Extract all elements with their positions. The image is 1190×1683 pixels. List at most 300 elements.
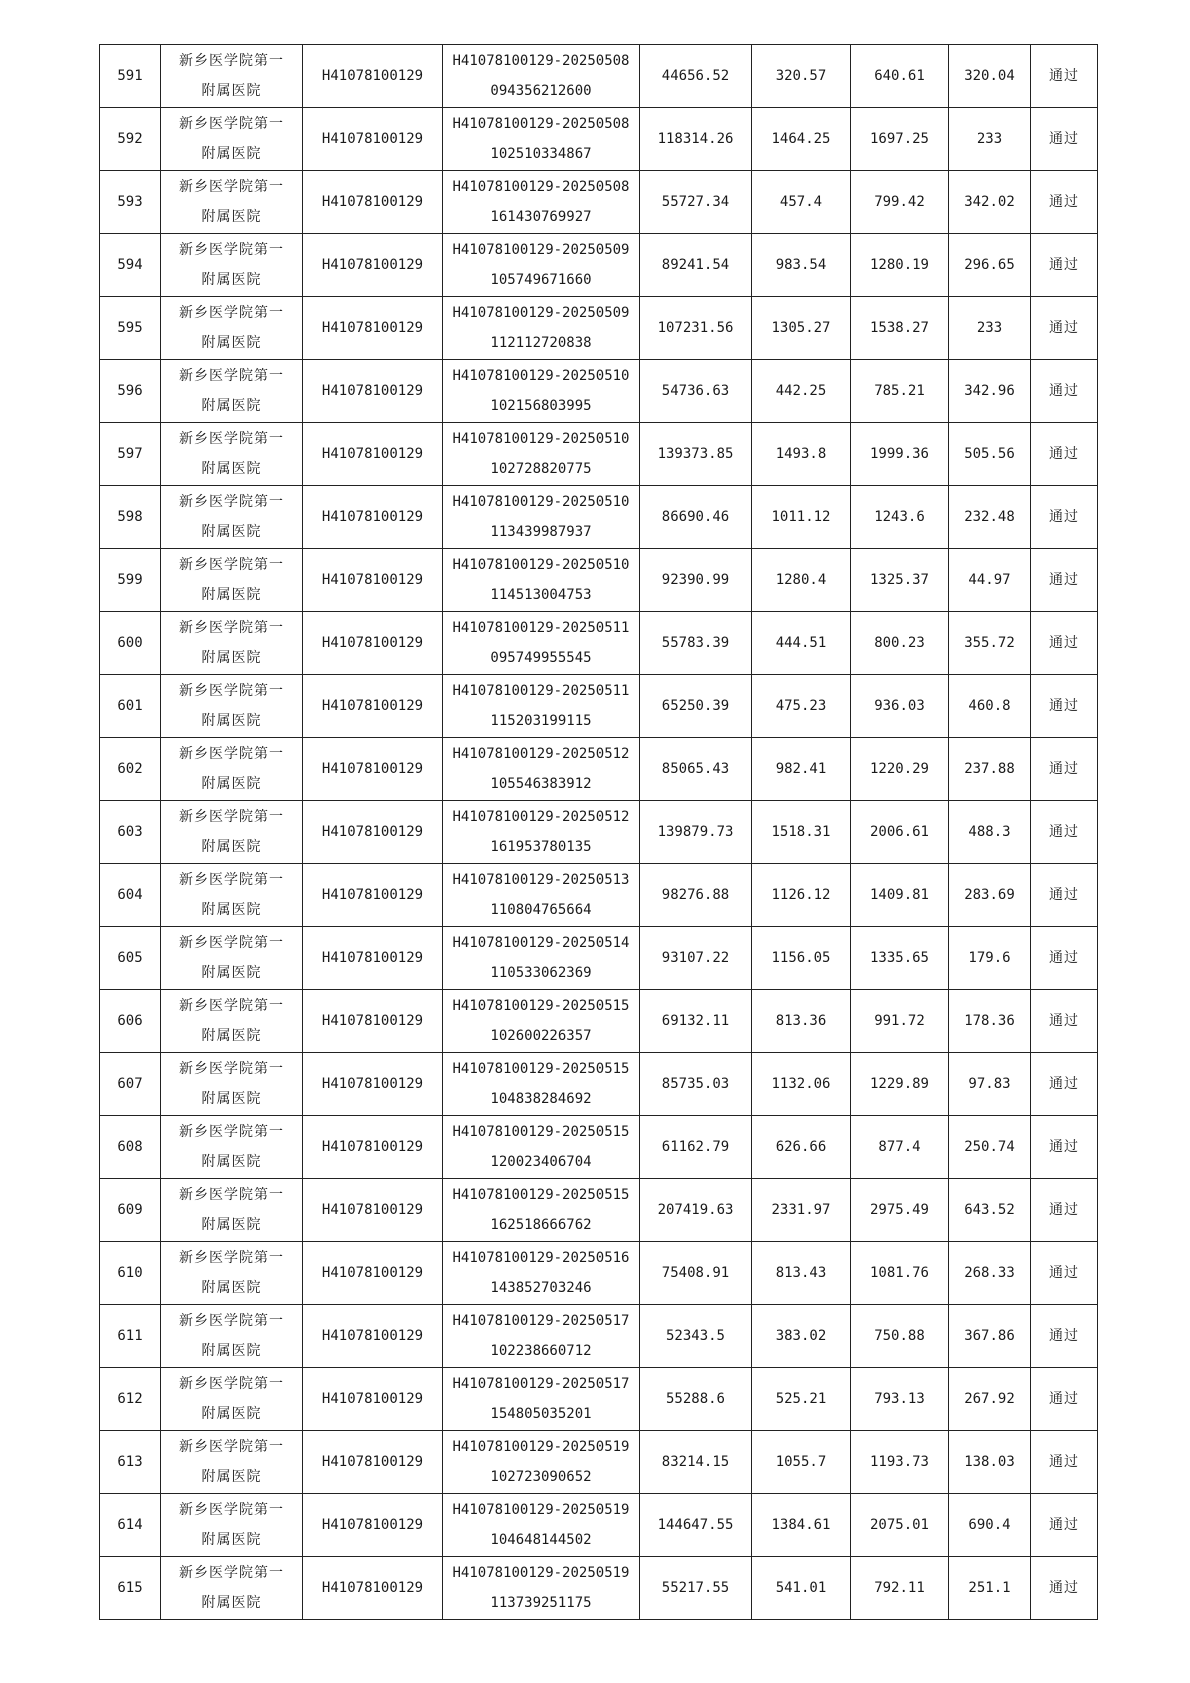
hospital-name-cell xyxy=(161,297,303,360)
table-row xyxy=(100,1368,1098,1431)
status-cell-text: 通过 xyxy=(1049,1265,1079,1281)
record-id-cell xyxy=(443,990,640,1053)
table-row xyxy=(100,549,1098,612)
value4-cell-text: 643.52 xyxy=(964,1202,1015,1218)
record-id-cell-text: H41078100129-20250511 xyxy=(452,683,630,699)
value4-cell-text: 232.48 xyxy=(964,509,1015,525)
record-id-cell xyxy=(443,927,640,990)
hospital-code-cell-text: H41078100129 xyxy=(321,1076,424,1092)
value1-cell xyxy=(640,801,752,864)
hospital-name-cell-text: 新乡医学院第一 xyxy=(179,1376,284,1392)
hospital-name-cell-text: 新乡医学院第一 xyxy=(179,809,284,825)
value2-cell-text: 813.36 xyxy=(775,1013,827,1029)
hospital-name-cell-text: 新乡医学院第一 xyxy=(179,431,284,447)
value4-cell-text: 250.74 xyxy=(964,1139,1015,1155)
status-cell-text: 通过 xyxy=(1049,1202,1079,1218)
seq-cell-text: 604 xyxy=(117,887,143,903)
record-id-cell-text: 102728820775 xyxy=(490,461,592,477)
value2-cell xyxy=(752,738,851,801)
hospital-code-cell-text: H41078100129 xyxy=(321,1013,424,1029)
value1-cell-text: 98276.88 xyxy=(661,887,730,903)
hospital-name-cell-text: 新乡医学院第一 xyxy=(179,179,284,195)
hospital-name-cell-text: 附属医院 xyxy=(201,965,262,981)
value3-cell xyxy=(851,1557,949,1620)
hospital-name-cell-text: 附属医院 xyxy=(201,272,262,288)
seq-cell xyxy=(100,864,161,927)
status-cell-text: 通过 xyxy=(1049,824,1079,840)
value2-cell-text: 1384.61 xyxy=(771,1517,831,1533)
record-id-cell-text: 105749671660 xyxy=(490,272,592,288)
table-row xyxy=(100,675,1098,738)
value4-cell-text: 355.72 xyxy=(964,635,1015,651)
record-id-cell-text: H41078100129-20250511 xyxy=(452,620,630,636)
value3-cell-text: 1243.6 xyxy=(874,509,925,525)
value4-cell xyxy=(949,423,1031,486)
hospital-code-cell xyxy=(303,927,443,990)
hospital-name-cell xyxy=(161,171,303,234)
seq-cell-text: 603 xyxy=(117,824,143,840)
table-row xyxy=(100,45,1098,108)
hospital-code-cell xyxy=(303,864,443,927)
value1-cell-text: 93107.22 xyxy=(661,950,730,966)
hospital-code-cell xyxy=(303,1431,443,1494)
status-cell xyxy=(1031,864,1098,927)
value4-cell-text: 44.97 xyxy=(968,572,1011,588)
value4-cell xyxy=(949,612,1031,675)
value4-cell-text: 251.1 xyxy=(968,1580,1011,1596)
record-id-cell-text: 162518666762 xyxy=(490,1217,592,1233)
value2-cell xyxy=(752,423,851,486)
hospital-name-cell-text: 附属医院 xyxy=(201,587,262,603)
seq-cell-text: 597 xyxy=(117,446,143,462)
value2-cell-text: 1493.8 xyxy=(775,446,827,462)
record-id-cell xyxy=(443,612,640,675)
hospital-name-cell-text: 附属医院 xyxy=(201,1532,262,1548)
hospital-name-cell-text: 新乡医学院第一 xyxy=(179,1061,284,1077)
value4-cell xyxy=(949,675,1031,738)
seq-cell-text: 615 xyxy=(117,1580,143,1596)
hospital-name-cell-text: 新乡医学院第一 xyxy=(179,305,284,321)
value2-cell xyxy=(752,1494,851,1557)
value2-cell xyxy=(752,1557,851,1620)
hospital-name-cell xyxy=(161,1116,303,1179)
seq-cell-text: 593 xyxy=(117,194,143,210)
hospital-name-cell-text: 附属医院 xyxy=(201,461,262,477)
value3-cell xyxy=(851,1368,949,1431)
record-id-cell xyxy=(443,108,640,171)
seq-cell xyxy=(100,1494,161,1557)
value4-cell xyxy=(949,360,1031,423)
record-id-cell-text: H41078100129-20250510 xyxy=(452,557,630,573)
value3-cell-text: 2975.49 xyxy=(869,1202,929,1218)
seq-cell xyxy=(100,801,161,864)
record-id-cell-text: H41078100129-20250516 xyxy=(452,1250,630,1266)
value2-cell-text: 1464.25 xyxy=(771,131,831,147)
value1-cell-text: 92390.99 xyxy=(661,572,730,588)
value2-cell-text: 475.23 xyxy=(775,698,827,714)
status-cell xyxy=(1031,990,1098,1053)
status-cell xyxy=(1031,171,1098,234)
hospital-name-cell-text: 附属医院 xyxy=(201,1091,262,1107)
record-id-cell-text: 161430769927 xyxy=(490,209,592,225)
status-cell-text: 通过 xyxy=(1049,320,1079,336)
value4-cell-text: 233 xyxy=(976,131,1003,147)
value2-cell xyxy=(752,234,851,297)
seq-cell-text: 608 xyxy=(117,1139,143,1155)
value4-cell xyxy=(949,1431,1031,1494)
table-row xyxy=(100,486,1098,549)
value2-cell xyxy=(752,1305,851,1368)
status-cell xyxy=(1031,360,1098,423)
record-id-cell-text: H41078100129-20250517 xyxy=(452,1376,630,1392)
record-id-cell-text: H41078100129-20250513 xyxy=(452,872,630,888)
value1-cell xyxy=(640,927,752,990)
seq-cell xyxy=(100,1431,161,1494)
hospital-code-cell xyxy=(303,108,443,171)
hospital-name-cell-text: 新乡医学院第一 xyxy=(179,746,284,762)
hospital-name-cell-text: 附属医院 xyxy=(201,1469,262,1485)
table-row xyxy=(100,1305,1098,1368)
value1-cell xyxy=(640,171,752,234)
value3-cell xyxy=(851,1116,949,1179)
seq-cell xyxy=(100,1053,161,1116)
hospital-name-cell-text: 附属医院 xyxy=(201,398,262,414)
hospital-code-cell xyxy=(303,1116,443,1179)
value2-cell-text: 983.54 xyxy=(775,257,827,273)
status-cell-text: 通过 xyxy=(1049,635,1079,651)
hospital-name-cell-text: 新乡医学院第一 xyxy=(179,116,284,132)
seq-cell xyxy=(100,990,161,1053)
record-id-cell-text: 120023406704 xyxy=(490,1154,592,1170)
hospital-name-cell xyxy=(161,738,303,801)
table-row xyxy=(100,171,1098,234)
status-cell-text: 通过 xyxy=(1049,194,1079,210)
hospital-name-cell-text: 新乡医学院第一 xyxy=(179,998,284,1014)
seq-cell xyxy=(100,549,161,612)
record-id-cell xyxy=(443,1116,640,1179)
value3-cell-text: 800.23 xyxy=(874,635,925,651)
hospital-code-cell-text: H41078100129 xyxy=(321,950,424,966)
value1-cell-text: 55727.34 xyxy=(661,194,730,210)
seq-cell-text: 602 xyxy=(117,761,143,777)
record-id-cell xyxy=(443,1368,640,1431)
record-id-cell xyxy=(443,675,640,738)
record-id-cell xyxy=(443,1557,640,1620)
status-cell xyxy=(1031,1305,1098,1368)
value3-cell-text: 877.4 xyxy=(878,1139,921,1155)
record-id-cell xyxy=(443,1242,640,1305)
record-id-cell-text: 161953780135 xyxy=(490,839,592,855)
value2-cell xyxy=(752,108,851,171)
record-id-cell xyxy=(443,423,640,486)
hospital-name-cell-text: 附属医院 xyxy=(201,1217,262,1233)
seq-cell-text: 606 xyxy=(117,1013,143,1029)
record-id-cell-text: H41078100129-20250508 xyxy=(452,116,630,132)
hospital-code-cell xyxy=(303,1053,443,1116)
seq-cell xyxy=(100,297,161,360)
status-cell-text: 通过 xyxy=(1049,1076,1079,1092)
status-cell-text: 通过 xyxy=(1049,1328,1079,1344)
hospital-name-cell-text: 附属医院 xyxy=(201,1406,262,1422)
value1-cell-text: 65250.39 xyxy=(661,698,730,714)
seq-cell-text: 600 xyxy=(117,635,143,651)
record-id-cell-text: H41078100129-20250519 xyxy=(452,1502,630,1518)
hospital-code-cell-text: H41078100129 xyxy=(321,887,424,903)
hospital-name-cell-text: 附属医院 xyxy=(201,776,262,792)
record-id-cell-text: 112112720838 xyxy=(490,335,592,351)
record-id-cell xyxy=(443,297,640,360)
hospital-name-cell-text: 附属医院 xyxy=(201,209,262,225)
value4-cell-text: 320.04 xyxy=(964,68,1015,84)
seq-cell-text: 591 xyxy=(117,68,143,84)
value3-cell-text: 792.11 xyxy=(874,1580,925,1596)
hospital-name-cell xyxy=(161,549,303,612)
value3-cell-text: 1193.73 xyxy=(869,1454,929,1470)
hospital-code-cell-text: H41078100129 xyxy=(321,68,424,84)
value1-cell xyxy=(640,297,752,360)
record-id-cell-text: 113739251175 xyxy=(490,1595,592,1611)
status-cell xyxy=(1031,1242,1098,1305)
value4-cell-text: 342.96 xyxy=(964,383,1015,399)
hospital-name-cell xyxy=(161,234,303,297)
hospital-name-cell-text: 附属医院 xyxy=(201,839,262,855)
hospital-code-cell-text: H41078100129 xyxy=(321,1391,424,1407)
value4-cell xyxy=(949,1242,1031,1305)
hospital-code-cell xyxy=(303,1494,443,1557)
hospital-code-cell-text: H41078100129 xyxy=(321,509,424,525)
status-cell xyxy=(1031,1431,1098,1494)
value1-cell-text: 144647.55 xyxy=(657,1517,734,1533)
value2-cell-text: 813.43 xyxy=(775,1265,827,1281)
hospital-code-cell xyxy=(303,297,443,360)
seq-cell-text: 614 xyxy=(117,1517,143,1533)
status-cell-text: 通过 xyxy=(1049,68,1079,84)
hospital-name-cell xyxy=(161,1431,303,1494)
table-row xyxy=(100,297,1098,360)
value3-cell-text: 1081.76 xyxy=(869,1265,929,1281)
hospital-code-cell xyxy=(303,1179,443,1242)
record-id-cell-text: H41078100129-20250512 xyxy=(452,809,630,825)
status-cell xyxy=(1031,801,1098,864)
hospital-code-cell-text: H41078100129 xyxy=(321,824,424,840)
status-cell xyxy=(1031,1368,1098,1431)
value1-cell-text: 139879.73 xyxy=(657,824,734,840)
value4-cell xyxy=(949,108,1031,171)
record-id-cell-text: H41078100129-20250515 xyxy=(452,1061,630,1077)
value3-cell xyxy=(851,1305,949,1368)
record-id-cell-text: 102600226357 xyxy=(490,1028,592,1044)
hospital-name-cell-text: 新乡医学院第一 xyxy=(179,1313,284,1329)
value1-cell xyxy=(640,45,752,108)
hospital-name-cell xyxy=(161,108,303,171)
hospital-code-cell-text: H41078100129 xyxy=(321,572,424,588)
table-row xyxy=(100,1053,1098,1116)
value3-cell xyxy=(851,864,949,927)
value1-cell xyxy=(640,1557,752,1620)
record-id-cell-text: H41078100129-20250519 xyxy=(452,1439,630,1455)
value3-cell xyxy=(851,1179,949,1242)
value2-cell-text: 2331.97 xyxy=(771,1202,831,1218)
value2-cell-text: 457.4 xyxy=(779,194,823,210)
record-id-cell-text: H41078100129-20250510 xyxy=(452,431,630,447)
seq-cell-text: 595 xyxy=(117,320,143,336)
seq-cell xyxy=(100,1116,161,1179)
record-id-cell-text: H41078100129-20250515 xyxy=(452,1124,630,1140)
value3-cell-text: 1220.29 xyxy=(869,761,929,777)
record-id-cell-text: H41078100129-20250508 xyxy=(452,53,630,69)
seq-cell-text: 594 xyxy=(117,257,143,273)
value3-cell xyxy=(851,1242,949,1305)
value2-cell xyxy=(752,990,851,1053)
value2-cell xyxy=(752,297,851,360)
hospital-name-cell-text: 新乡医学院第一 xyxy=(179,242,284,258)
hospital-code-cell-text: H41078100129 xyxy=(321,1139,424,1155)
status-cell-text: 通过 xyxy=(1049,887,1079,903)
hospital-code-cell xyxy=(303,486,443,549)
value2-cell-text: 1055.7 xyxy=(775,1454,827,1470)
hospital-name-cell xyxy=(161,1305,303,1368)
status-cell xyxy=(1031,675,1098,738)
status-cell-text: 通过 xyxy=(1049,1391,1079,1407)
hospital-code-cell-text: H41078100129 xyxy=(321,446,424,462)
value4-cell xyxy=(949,1305,1031,1368)
status-cell-text: 通过 xyxy=(1049,698,1079,714)
table-row xyxy=(100,1179,1098,1242)
seq-cell-text: 605 xyxy=(117,950,143,966)
hospital-name-cell-text: 附属医院 xyxy=(201,1343,262,1359)
value4-cell-text: 488.3 xyxy=(968,824,1011,840)
value2-cell-text: 383.02 xyxy=(775,1328,827,1344)
hospital-code-cell xyxy=(303,360,443,423)
value1-cell-text: 89241.54 xyxy=(661,257,730,273)
value4-cell xyxy=(949,486,1031,549)
value1-cell xyxy=(640,612,752,675)
status-cell xyxy=(1031,45,1098,108)
record-id-cell xyxy=(443,1431,640,1494)
hospital-name-cell-text: 新乡医学院第一 xyxy=(179,53,284,69)
value3-cell xyxy=(851,108,949,171)
value3-cell xyxy=(851,927,949,990)
hospital-name-cell-text: 附属医院 xyxy=(201,1154,262,1170)
value2-cell xyxy=(752,549,851,612)
status-cell-text: 通过 xyxy=(1049,1517,1079,1533)
hospital-name-cell xyxy=(161,423,303,486)
hospital-code-cell xyxy=(303,990,443,1053)
hospital-name-cell xyxy=(161,45,303,108)
record-id-cell-text: H41078100129-20250510 xyxy=(452,494,630,510)
value4-cell xyxy=(949,1179,1031,1242)
value3-cell-text: 1538.27 xyxy=(869,320,929,336)
record-id-cell-text: 115203199115 xyxy=(490,713,592,729)
record-id-cell-text: H41078100129-20250509 xyxy=(452,242,630,258)
hospital-code-cell xyxy=(303,234,443,297)
seq-cell xyxy=(100,675,161,738)
seq-cell-text: 601 xyxy=(117,698,143,714)
hospital-code-cell xyxy=(303,738,443,801)
record-id-cell-text: 113439987937 xyxy=(490,524,592,540)
value4-cell xyxy=(949,990,1031,1053)
hospital-name-cell-text: 新乡医学院第一 xyxy=(179,1565,284,1581)
value1-cell-text: 54736.63 xyxy=(661,383,730,399)
table-row xyxy=(100,927,1098,990)
hospital-name-cell xyxy=(161,1053,303,1116)
record-id-cell-text: 102156803995 xyxy=(490,398,592,414)
hospital-name-cell-text: 新乡医学院第一 xyxy=(179,1439,284,1455)
hospital-name-cell xyxy=(161,1494,303,1557)
value4-cell-text: 367.86 xyxy=(964,1328,1015,1344)
hospital-code-cell xyxy=(303,1305,443,1368)
value1-cell xyxy=(640,1305,752,1368)
hospital-code-cell-text: H41078100129 xyxy=(321,257,424,273)
table-row xyxy=(100,423,1098,486)
seq-cell-text: 609 xyxy=(117,1202,143,1218)
value3-cell xyxy=(851,675,949,738)
value3-cell-text: 1697.25 xyxy=(869,131,929,147)
value4-cell xyxy=(949,1053,1031,1116)
hospital-name-cell-text: 附属医院 xyxy=(201,902,262,918)
value1-cell-text: 69132.11 xyxy=(661,1013,730,1029)
hospital-name-cell-text: 新乡医学院第一 xyxy=(179,1502,284,1518)
table-row xyxy=(100,1557,1098,1620)
status-cell-text: 通过 xyxy=(1049,1580,1079,1596)
status-cell-text: 通过 xyxy=(1049,1013,1079,1029)
value2-cell xyxy=(752,864,851,927)
value1-cell-text: 83214.15 xyxy=(661,1454,730,1470)
record-id-cell-text: H41078100129-20250517 xyxy=(452,1313,630,1329)
hospital-name-cell-text: 附属医院 xyxy=(201,713,262,729)
record-id-cell-text: 110804765664 xyxy=(490,902,592,918)
table-row xyxy=(100,1242,1098,1305)
record-id-cell xyxy=(443,864,640,927)
value1-cell-text: 61162.79 xyxy=(661,1139,730,1155)
table-row xyxy=(100,1494,1098,1557)
value3-cell-text: 936.03 xyxy=(874,698,925,714)
value4-cell-text: 296.65 xyxy=(964,257,1015,273)
value3-cell-text: 799.42 xyxy=(874,194,925,210)
seq-cell xyxy=(100,1557,161,1620)
value2-cell xyxy=(752,486,851,549)
hospital-name-cell xyxy=(161,1368,303,1431)
value1-cell xyxy=(640,1179,752,1242)
hospital-name-cell-text: 附属医院 xyxy=(201,650,262,666)
value4-cell xyxy=(949,1494,1031,1557)
value1-cell xyxy=(640,1431,752,1494)
hospital-code-cell xyxy=(303,1368,443,1431)
value1-cell xyxy=(640,234,752,297)
value4-cell-text: 460.8 xyxy=(968,698,1011,714)
hospital-code-cell-text: H41078100129 xyxy=(321,1202,424,1218)
value3-cell-text: 750.88 xyxy=(874,1328,925,1344)
record-id-cell xyxy=(443,1179,640,1242)
record-id-cell-text: 104648144502 xyxy=(490,1532,592,1548)
value3-cell-text: 2075.01 xyxy=(869,1517,929,1533)
status-cell-text: 通过 xyxy=(1049,446,1079,462)
value4-cell-text: 690.4 xyxy=(968,1517,1011,1533)
record-id-cell xyxy=(443,549,640,612)
table-row xyxy=(100,738,1098,801)
record-id-cell-text: 094356212600 xyxy=(490,83,592,99)
record-id-cell-text: 095749955545 xyxy=(490,650,592,666)
value2-cell xyxy=(752,801,851,864)
hospital-name-cell xyxy=(161,801,303,864)
value2-cell-text: 525.21 xyxy=(775,1391,827,1407)
seq-cell xyxy=(100,486,161,549)
table-row xyxy=(100,864,1098,927)
value3-cell-text: 1335.65 xyxy=(869,950,929,966)
hospital-name-cell-text: 附属医院 xyxy=(201,524,262,540)
value3-cell xyxy=(851,423,949,486)
status-cell xyxy=(1031,486,1098,549)
